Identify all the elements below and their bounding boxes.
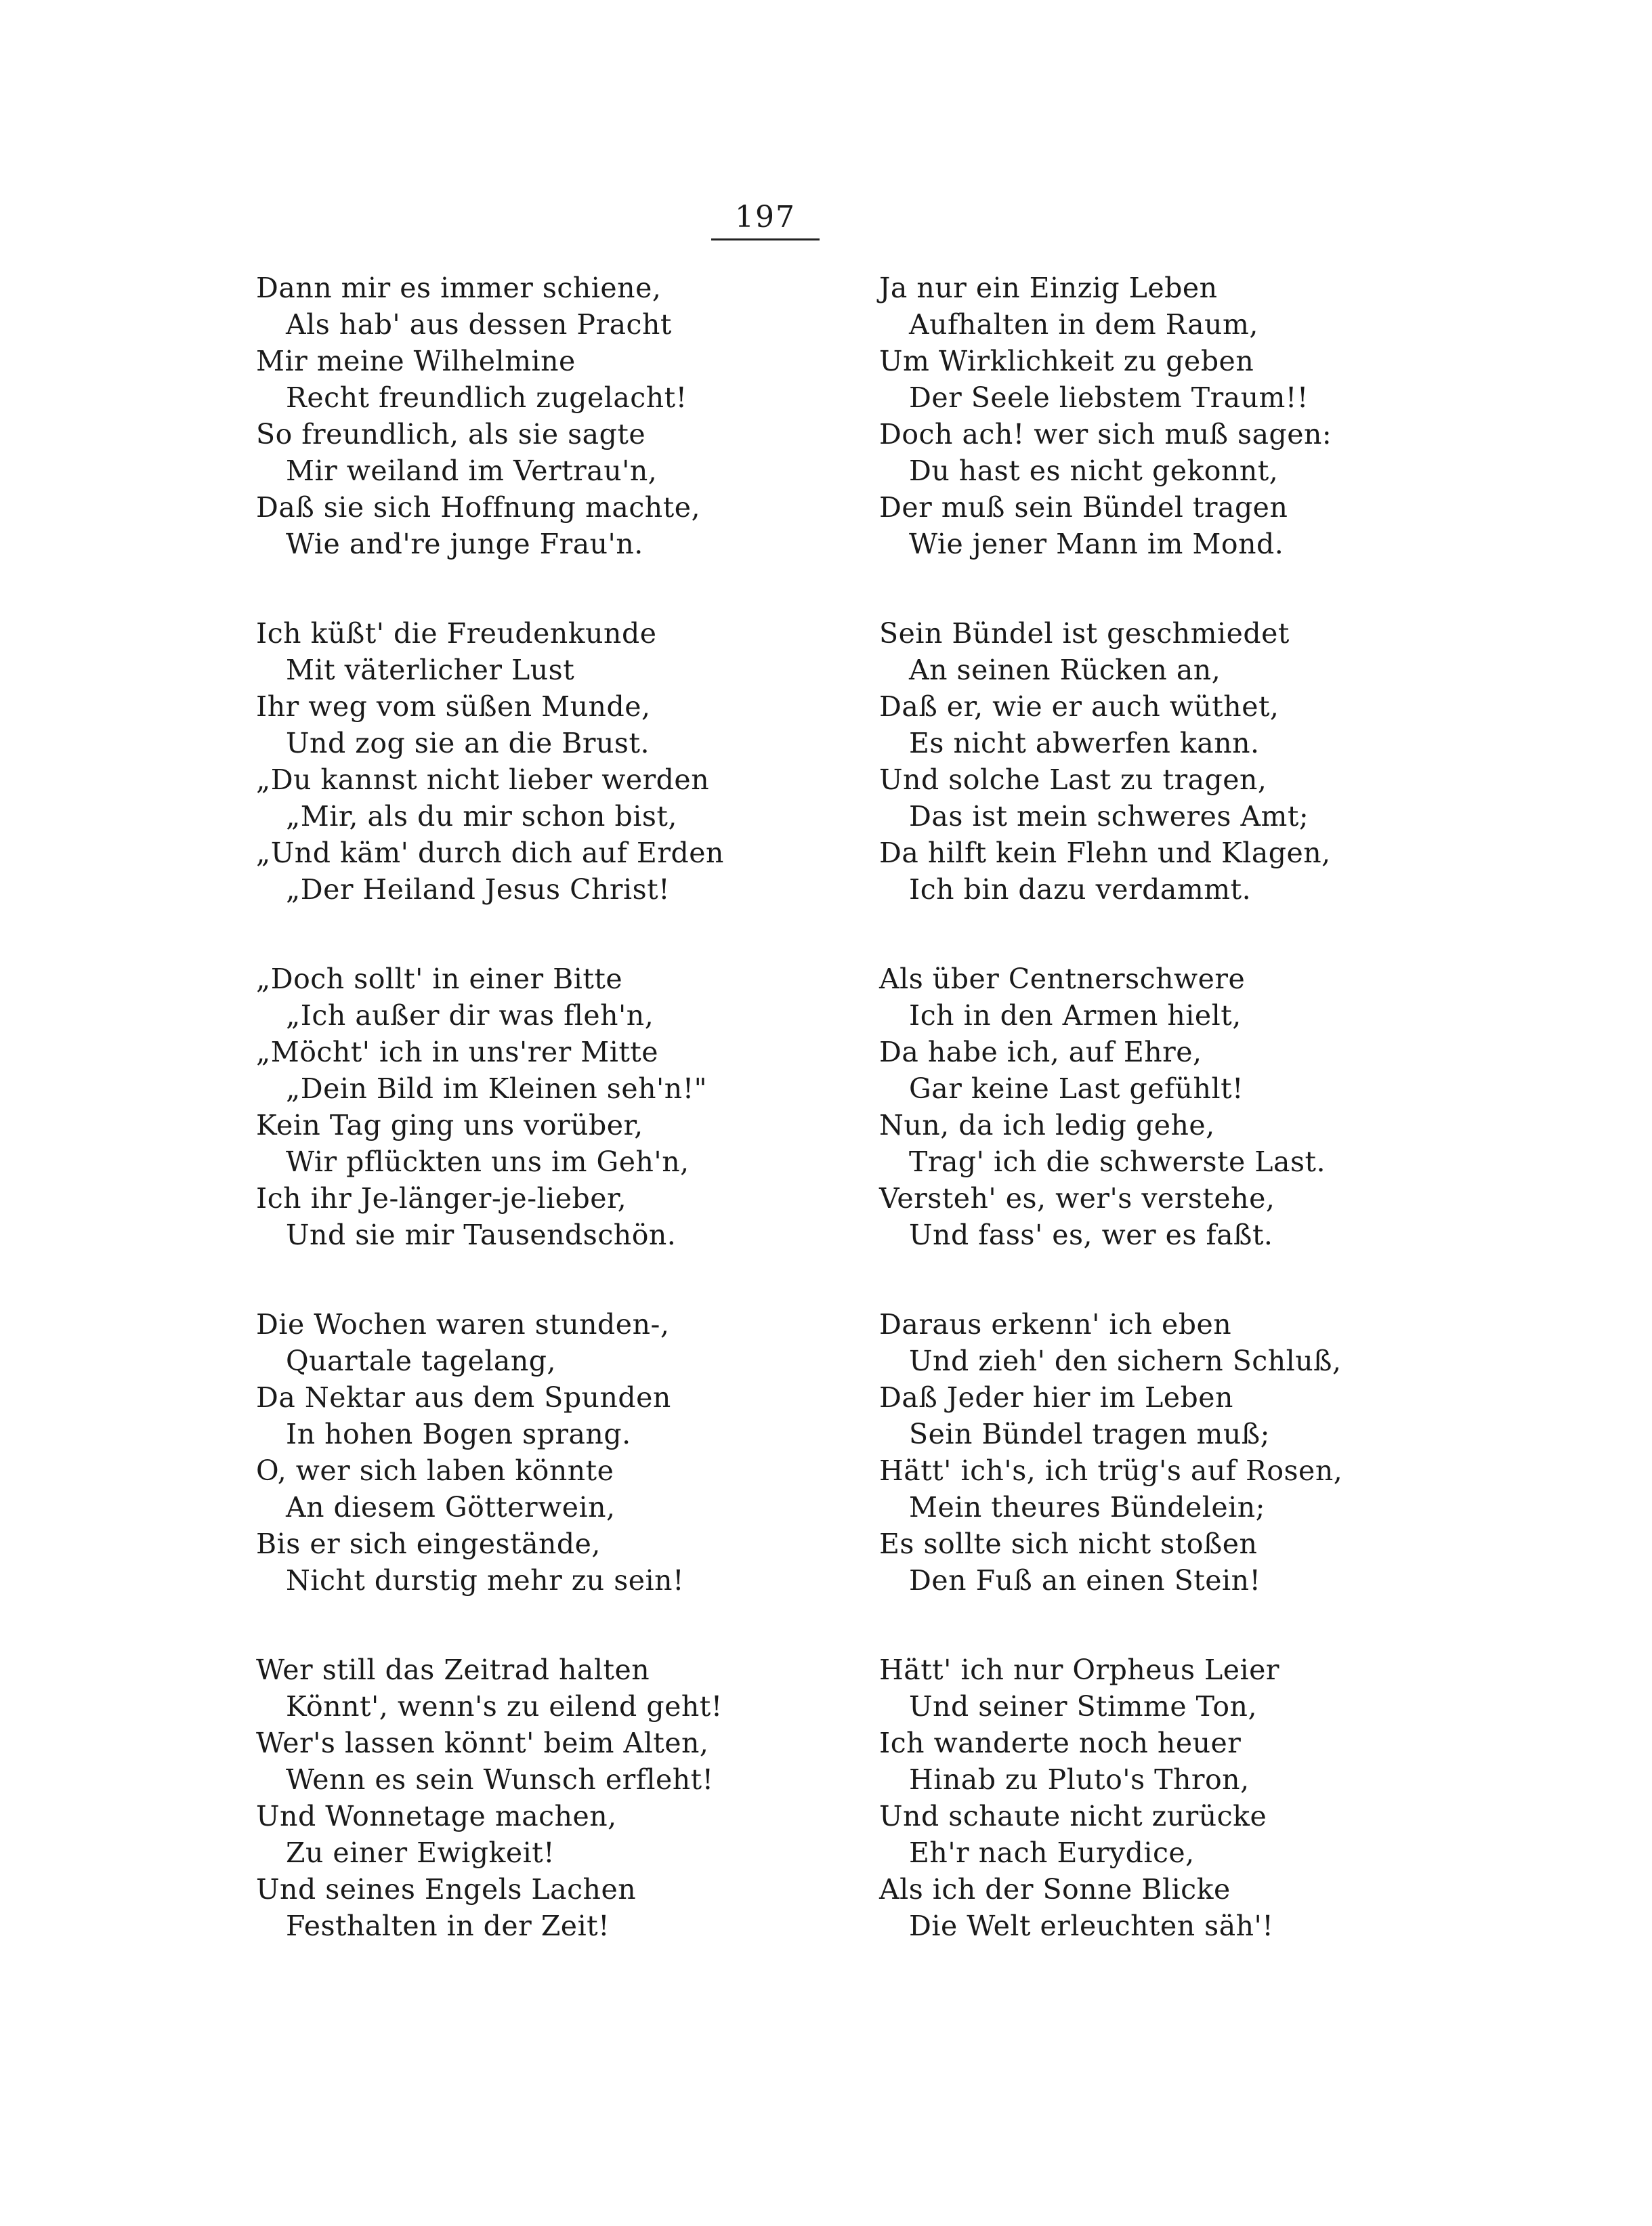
verse-line: „Der Heiland Jesus Christ! [286,873,671,906]
verse-line: O, wer sich laben könnte [256,1454,614,1487]
verse-line: Die Wochen waren stunden-, [256,1308,670,1341]
verse-line: Mir meine Wilhelmine [256,345,576,377]
verse-line: Die Welt erleuchten säh'! [909,1910,1274,1942]
verse-line: Als über Centnerschwere [879,963,1246,995]
verse-line: Zu einer Ewigkeit! [286,1836,555,1869]
stanza [256,961,852,1253]
verse-line: Der muß sein Bündel tragen [879,491,1288,524]
verse-line: Den Fuß an einen Stein! [909,1564,1261,1597]
verse-line: Mein theures Bündelein; [909,1491,1265,1524]
verse-line: An diesem Götterwein, [286,1491,616,1524]
verse-line: Ich bin dazu verdammt. [909,873,1252,906]
verse-line: Daß Jeder hier im Leben [879,1381,1233,1414]
stanza [256,1652,852,1944]
verse-line: Gar keine Last gefühlt! [909,1072,1244,1105]
verse-line: Ich in den Armen hielt, [909,999,1242,1032]
verse-line: Sein Bündel tragen muß; [909,1418,1270,1450]
verse-line: Hätt' ich's, ich trüg's auf Rosen, [879,1454,1343,1487]
verse-line: Und zieh' den sichern Schluß, [909,1345,1342,1377]
verse-line: Ich wanderte noch heuer [879,1727,1242,1759]
verse-line: Festhalten in der Zeit! [286,1910,610,1942]
verse-line: Bis er sich eingestände, [256,1528,601,1560]
verse-line: Nicht durstig mehr zu sein! [286,1564,685,1597]
verse-line: Und sie mir Tausendschön. [286,1219,677,1251]
verse-line: Wie and're junge Frau'n. [286,528,643,560]
verse-line: Es nicht abwerfen kann. [909,727,1260,759]
verse-line: Dann mir es immer schiene, [256,272,662,304]
stanza [879,1652,1475,1944]
verse-line: Das ist mein schweres Amt; [909,800,1309,833]
stanza [256,615,852,908]
stanza [879,1306,1475,1599]
verse-line: Da Nektar aus dem Spunden [256,1381,671,1414]
verse-line: Du hast es nicht gekonnt, [909,455,1279,487]
verse-line: „Möcht' ich in uns'rer Mitte [256,1036,659,1068]
verse-line: Daß er, wie er auch wüthet, [879,690,1279,723]
verse-line: Mir weiland im Vertrau'n, [286,455,658,487]
verse-line: Und zog sie an die Brust. [286,727,650,759]
verse-line: Und seiner Stimme Ton, [909,1690,1257,1723]
verse-line: Der Seele liebstem Traum!! [909,381,1309,414]
verse-line: Um Wirklichkeit zu geben [879,345,1254,377]
verse-line: Hinab zu Pluto's Thron, [909,1763,1250,1796]
verse-line: Und Wonnetage machen, [256,1800,617,1832]
verse-line: Wie jener Mann im Mond. [909,528,1284,560]
verse-line: Und seines Engels Lachen [256,1873,637,1906]
page-number: 197 [735,200,796,234]
verse-line: An seinen Rücken an, [909,654,1221,686]
verse-line: Hätt' ich nur Orpheus Leier [879,1654,1279,1686]
verse-line: Sein Bündel ist geschmiedet [879,617,1290,650]
verse-line: Als hab' aus dessen Pracht [286,308,672,341]
verse-line: Quartale tagelang, [286,1345,557,1377]
verse-line: „Mir, als du mir schon bist, [286,800,677,833]
verse-line: Und fass' es, wer es faßt. [909,1219,1273,1251]
verse-line: „Du kannst nicht lieber werden [256,763,710,796]
verse-line: Könnt', wenn's zu eilend geht! [286,1690,723,1723]
verse-line: So freundlich, als sie sagte [256,418,646,450]
stanza [256,1306,852,1599]
verse-line: Kein Tag ging uns vorüber, [256,1109,643,1141]
verse-line: Eh'r nach Eurydice, [909,1836,1195,1869]
verse-line: Ich küßt' die Freudenkunde [256,617,657,650]
verse-line: Versteh' es, wer's verstehe, [879,1182,1275,1215]
verse-line: Nun, da ich ledig gehe, [879,1109,1215,1141]
verse-line: Mit väterlicher Lust [286,654,575,686]
verse-line: Ja nur ein Einzig Leben [879,272,1218,304]
verse-line: „Dein Bild im Kleinen seh'n!" [286,1072,708,1105]
stanza [879,615,1475,908]
verse-line: „Und käm' durch dich auf Erden [256,837,724,869]
verse-line: Es sollte sich nicht stoßen [879,1528,1258,1560]
stanza [879,270,1475,562]
verse-line: Da habe ich, auf Ehre, [879,1036,1202,1068]
verse-line: Und schaute nicht zurücke [879,1800,1267,1832]
verse-line: Daß sie sich Hoffnung machte, [256,491,700,524]
verse-line: Daraus erkenn' ich eben [879,1308,1232,1341]
verse-line: Wir pflückten uns im Geh'n, [286,1146,690,1178]
verse-line: Und solche Last zu tragen, [879,763,1267,796]
verse-line: „Ich außer dir was fleh'n, [286,999,654,1032]
verse-line: Doch ach! wer sich muß sagen: [879,418,1332,450]
verse-line: Ich ihr Je-länger-je-lieber, [256,1182,627,1215]
verse-line: Trag' ich die schwerste Last. [909,1146,1326,1178]
stanza [879,961,1475,1253]
verse-line: Als ich der Sonne Blicke [879,1873,1231,1906]
verse-line: Da hilft kein Flehn und Klagen, [879,837,1331,869]
verse-line: Ihr weg vom süßen Munde, [256,690,651,723]
verse-line: Recht freundlich zugelacht! [286,381,687,414]
page-number-rule [711,238,820,240]
verse-line: „Doch sollt' in einer Bitte [256,963,623,995]
verse-line: Wenn es sein Wunsch erfleht! [286,1763,714,1796]
stanza [256,270,852,562]
verse-line: Wer still das Zeitrad halten [256,1654,650,1686]
verse-line: Aufhalten in dem Raum, [909,308,1258,341]
verse-line: Wer's lassen könnt' beim Alten, [256,1727,709,1759]
verse-line: In hohen Bogen sprang. [286,1418,631,1450]
